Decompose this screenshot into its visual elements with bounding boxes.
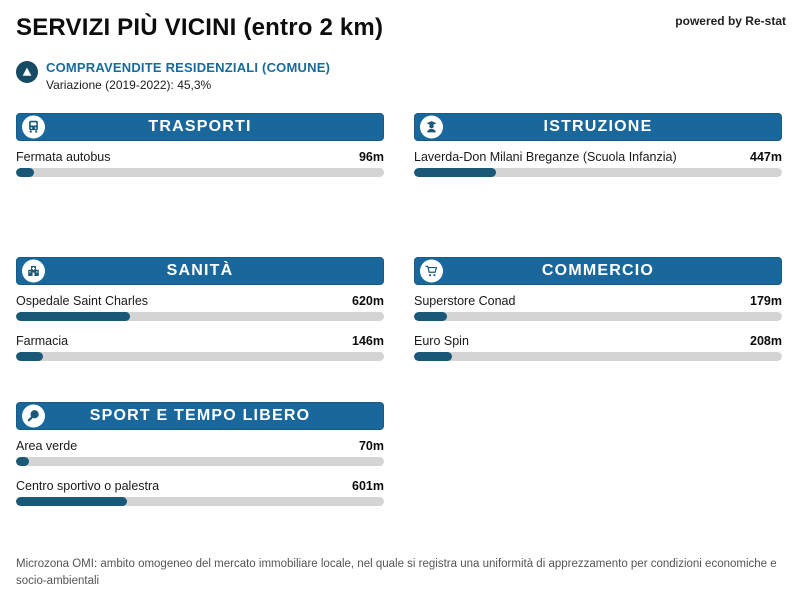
panel-commercio: [414, 257, 782, 361]
distance-bar-fill: [414, 168, 496, 177]
powered-by-label: powered by Re-stat: [675, 14, 786, 28]
distance-bar: [16, 352, 384, 361]
panel-sport: [16, 402, 384, 506]
service-item: [414, 334, 782, 361]
service-distance: 179m: [750, 294, 782, 308]
student-icon: [420, 116, 443, 139]
service-item: [16, 150, 384, 177]
distance-bar-fill: [16, 457, 29, 466]
restat-triangle-icon: [16, 61, 38, 83]
service-distance: 208m: [750, 334, 782, 348]
distance-bar-fill: [16, 312, 130, 321]
subtitle-note: Variazione (2019-2022): 45,3%: [46, 78, 212, 92]
distance-bar: [414, 352, 782, 361]
panel-header-commercio: [414, 257, 782, 285]
service-label: Ospedale Saint Charles: [16, 294, 149, 308]
distance-bar-fill: [414, 352, 452, 361]
distance-bar: [16, 312, 384, 321]
service-distance: 447m: [750, 150, 782, 164]
service-item: [414, 294, 782, 321]
bus-icon: [22, 116, 45, 139]
service-item: [414, 150, 782, 177]
service-distance: 70m: [358, 439, 384, 453]
microzona-footnote: Microzona OMI: ambito omogeneo del mercato immobiliare locale, nel quale si registra una uniformità di apprezzamento per condizioni economiche e socio-ambientali: [16, 558, 777, 587]
service-label: Farmacia: [16, 334, 69, 348]
compravendite-subheader: [16, 60, 330, 92]
panel-header-istruzione: [414, 113, 782, 141]
distance-bar-fill: [16, 497, 127, 506]
panel-title: TRASPORTI: [148, 118, 252, 135]
hospital-icon: [22, 260, 45, 283]
service-distance: 96m: [358, 150, 384, 164]
service-item: [16, 294, 384, 321]
service-label: Euro Spin: [414, 334, 469, 348]
panel-trasporti: [16, 113, 384, 177]
service-item: [16, 334, 384, 361]
subtitle: COMPRAVENDITE RESIDENZIALI (COMUNE): [46, 60, 331, 75]
racket-icon: [22, 405, 45, 428]
service-label: Superstore Conad: [414, 294, 516, 308]
service-label: Fermata autobus: [16, 150, 111, 164]
panel-title: SPORT E TEMPO LIBERO: [89, 407, 311, 424]
service-item: [16, 439, 384, 466]
distance-bar-fill: [16, 352, 43, 361]
service-label: Laverda-Don Milani Breganze (Scuola Infanzia): [414, 150, 677, 164]
distance-bar: [16, 168, 384, 177]
service-label: Centro sportivo o palestra: [16, 479, 160, 493]
panel-title: ISTRUZIONE: [543, 118, 653, 135]
distance-bar: [414, 168, 782, 177]
cart-icon: [420, 260, 443, 283]
service-item: [16, 479, 384, 506]
panel-istruzione: [414, 113, 782, 177]
panel-header-sport: [16, 402, 384, 430]
distance-bar: [16, 497, 384, 506]
service-distance: 620m: [352, 294, 384, 308]
service-label: Area verde: [16, 439, 78, 453]
service-distance: 146m: [352, 334, 384, 348]
distance-bar: [414, 312, 782, 321]
page-title: SERVIZI PIÙ VICINI (entro 2 km): [16, 14, 384, 41]
distance-bar-fill: [414, 312, 447, 321]
panel-header-trasporti: [16, 113, 384, 141]
service-distance: 601m: [352, 479, 384, 493]
panel-title: SANITÀ: [166, 262, 234, 279]
panel-title: COMMERCIO: [541, 262, 655, 279]
distance-bar: [16, 457, 384, 466]
distance-bar-fill: [16, 168, 34, 177]
panel-sanita: [16, 257, 384, 361]
panel-header-sanita: [16, 257, 384, 285]
